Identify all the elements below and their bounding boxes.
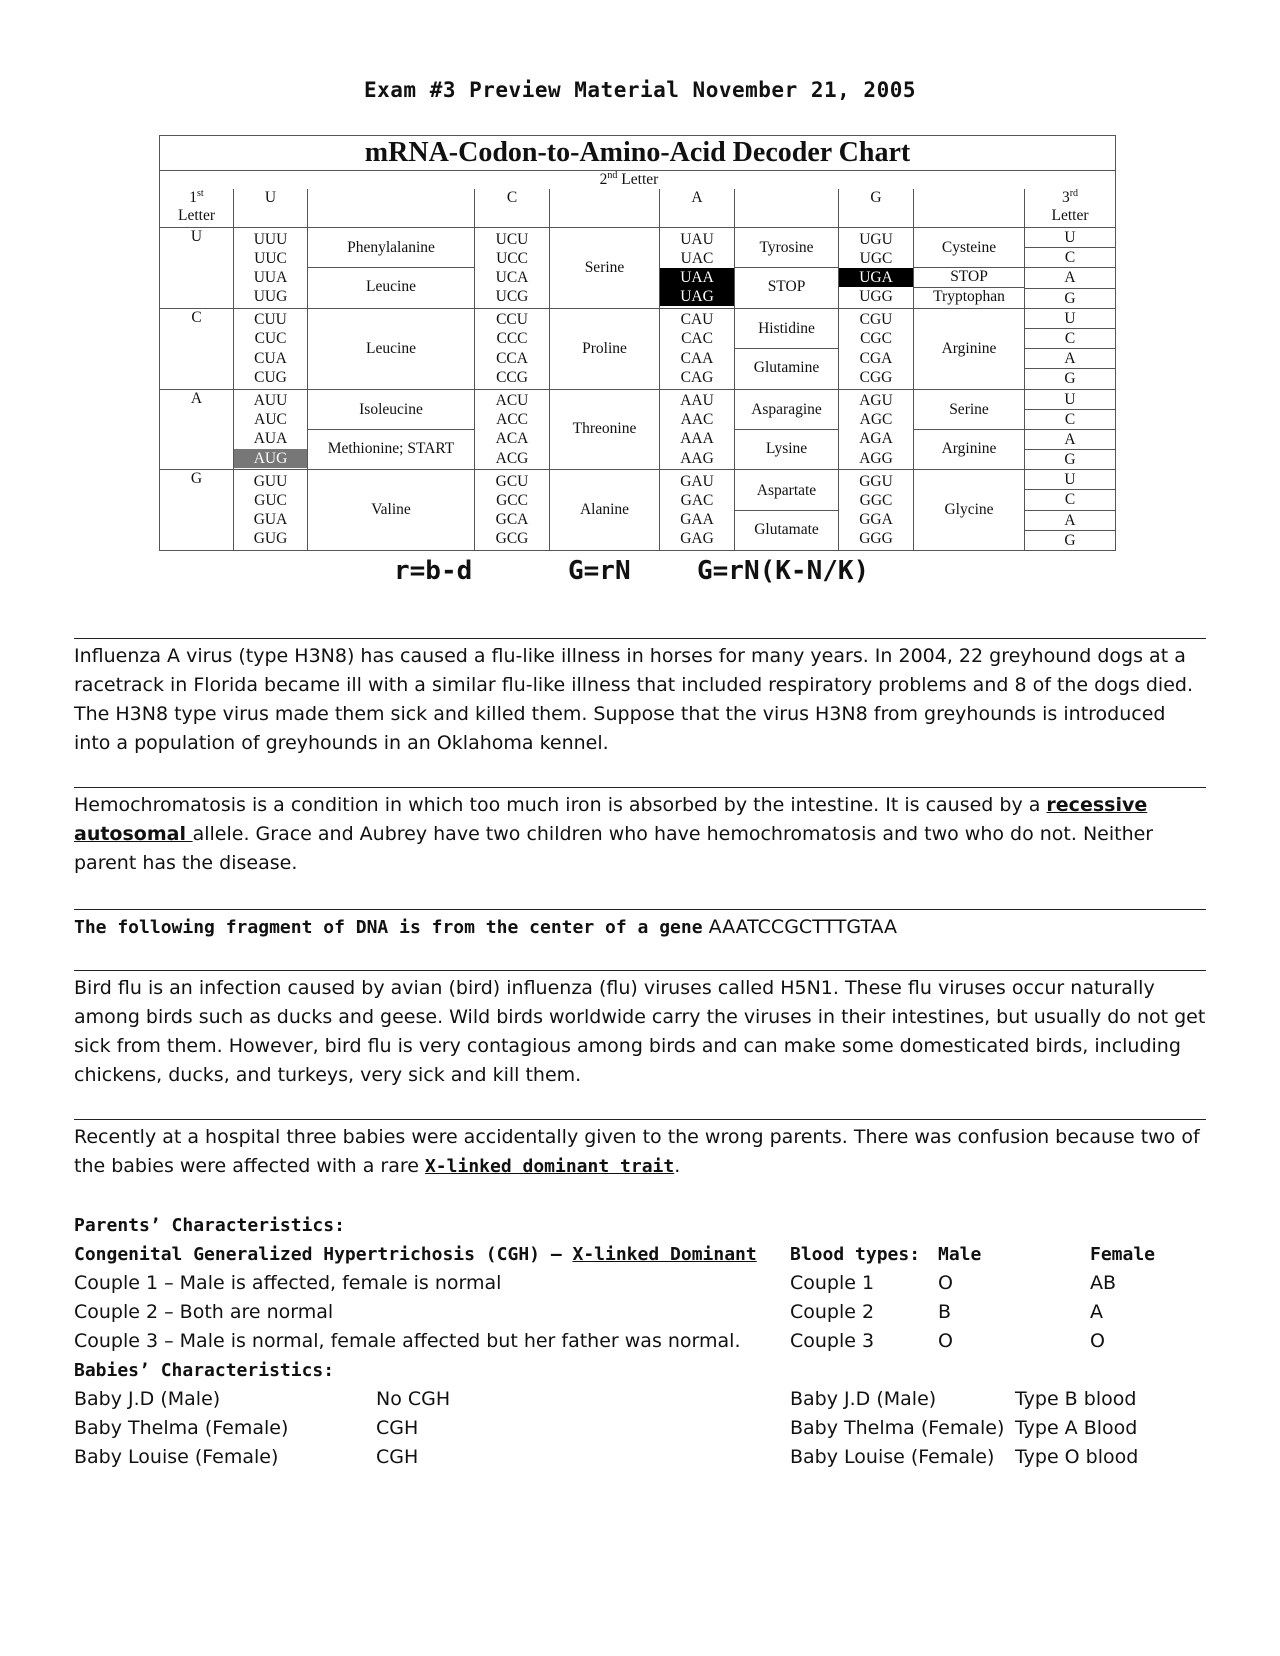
male-heading: Male bbox=[938, 1244, 982, 1265]
col-header-a: A bbox=[660, 189, 735, 228]
codon: CCU bbox=[496, 311, 528, 329]
bird-flu-section bbox=[74, 970, 1206, 1090]
amino-acid: Tyrosine bbox=[759, 239, 814, 257]
codon: UCA bbox=[495, 268, 529, 286]
third-letter: U bbox=[1025, 309, 1115, 329]
codon: ACA bbox=[495, 430, 529, 448]
first-letter-header: 1st Letter bbox=[160, 189, 234, 228]
chart-body bbox=[160, 228, 1116, 551]
amino-acid: Asparagine bbox=[751, 400, 822, 418]
chart-row-u bbox=[160, 228, 1116, 309]
babies-heading: Babies’ Characteristics: bbox=[74, 1360, 335, 1381]
codon: GGC bbox=[859, 491, 893, 509]
col-header-c: C bbox=[475, 189, 550, 228]
chart-row-a bbox=[160, 389, 1116, 470]
third-letter-cell bbox=[1025, 389, 1116, 470]
codon: UGG bbox=[859, 288, 893, 306]
chart-row-g bbox=[160, 470, 1116, 551]
amino-acid: Glycine bbox=[914, 470, 1025, 551]
codon: CCG bbox=[496, 368, 528, 386]
x-linked-term: X-linked dominant trait bbox=[424, 1156, 675, 1177]
third-letter: U bbox=[1025, 228, 1115, 248]
third-letter: C bbox=[1025, 248, 1115, 268]
col-header-g: G bbox=[839, 189, 914, 228]
amino-acid: Glutamine bbox=[735, 348, 838, 387]
col-header-u: U bbox=[234, 189, 308, 228]
codon: GGU bbox=[859, 472, 893, 490]
parents-heading: Parents’ Characteristics: bbox=[74, 1215, 345, 1236]
codon-cell bbox=[660, 228, 735, 309]
codon: AUG bbox=[234, 449, 307, 468]
amino-acid: Alanine bbox=[550, 470, 660, 551]
amino-acid: Valine bbox=[308, 470, 475, 551]
first-letter-cell: G bbox=[160, 470, 234, 551]
amino-acid: Arginine bbox=[914, 308, 1025, 389]
baby-row: Baby J.D (Male) No CGH Baby J.D (Male) Type B blood bbox=[74, 1388, 1137, 1410]
codon: UAU bbox=[680, 230, 714, 248]
third-letter: A bbox=[1025, 511, 1115, 531]
amino-acid: Methionine; START bbox=[308, 429, 474, 468]
amino-acid: STOP bbox=[735, 267, 838, 306]
cgh-heading: Congenital Generalized Hypertrichosis (CGH) – X-linked Dominant bbox=[74, 1244, 757, 1265]
codon: CGA bbox=[859, 349, 893, 367]
codon: GUU bbox=[253, 472, 288, 490]
codon: CCC bbox=[496, 330, 528, 348]
codon: ACG bbox=[495, 449, 529, 467]
third-letter: C bbox=[1025, 490, 1115, 510]
amino-acid: Threonine bbox=[550, 389, 660, 470]
amino-acid: Lysine bbox=[735, 429, 838, 468]
hemochromatosis-text: Hemochromatosis is a condition in which too much iron is absorbed by the intestine. It is caused by a recessive autosomal allele. Grace and Aubrey have two children who have hemochromatosis and two who do not. Neither parent has the disease. bbox=[74, 794, 1154, 874]
codon: UCU bbox=[495, 230, 529, 248]
third-letter: G bbox=[1064, 451, 1076, 469]
codon: GGA bbox=[859, 511, 893, 529]
babies-section bbox=[74, 1119, 1206, 1181]
third-letter: A bbox=[1025, 430, 1115, 450]
amino-acid: Cysteine bbox=[941, 239, 997, 257]
codon: AAA bbox=[680, 430, 714, 448]
codon: UUU bbox=[253, 230, 288, 248]
hemochromatosis-section bbox=[74, 787, 1206, 878]
babies-text: Recently at a hospital three babies were accidentally given to the wrong parents. There was confusion because two of the babies were affected with a rare X-linked dominant trait. bbox=[74, 1126, 1200, 1177]
codon: GCU bbox=[495, 472, 529, 490]
formula-exponential: G=rN bbox=[568, 556, 631, 586]
codon-cell bbox=[234, 470, 308, 551]
amino-acid-cell bbox=[914, 389, 1025, 470]
codon: UUA bbox=[253, 268, 288, 286]
parents-block bbox=[74, 1211, 757, 1385]
amino-acid-cell bbox=[735, 470, 839, 551]
codon: GAA bbox=[680, 511, 714, 529]
amino-acid: Histidine bbox=[758, 320, 815, 338]
codon: AGA bbox=[859, 430, 893, 448]
female-heading: Female bbox=[1090, 1244, 1156, 1265]
third-letter: G bbox=[1064, 370, 1076, 388]
third-letter-cell bbox=[1025, 308, 1116, 389]
baby-row: Baby Louise (Female) CGH Baby Louise (Female) Type O blood bbox=[74, 1446, 1139, 1468]
babies-table bbox=[74, 1385, 1174, 1472]
first-letter-cell: U bbox=[160, 228, 234, 309]
codon: CAA bbox=[680, 349, 714, 367]
codon: AGG bbox=[859, 449, 893, 467]
codon: GCC bbox=[496, 491, 528, 509]
codon: UCG bbox=[495, 288, 529, 306]
codon: CUC bbox=[254, 330, 287, 348]
codon: GGG bbox=[859, 530, 893, 548]
third-letter: C bbox=[1025, 410, 1115, 430]
codon: GUA bbox=[253, 511, 288, 529]
codon: UGA bbox=[839, 268, 913, 287]
amino-acid: Proline bbox=[550, 308, 660, 389]
first-letter-cell: C bbox=[160, 308, 234, 389]
codon: UUG bbox=[253, 288, 288, 306]
formula-net-growth: r=b-d bbox=[394, 556, 473, 586]
codon: UGU bbox=[859, 230, 893, 248]
codon-cell bbox=[839, 228, 914, 309]
dna-sequence: AAATCCGCTTTGTAA bbox=[708, 916, 898, 938]
amino-acid: Arginine bbox=[914, 429, 1024, 468]
formula-logistic: G=rN(K-N/K) bbox=[697, 556, 870, 586]
codon: UAC bbox=[680, 249, 714, 267]
codon: GAC bbox=[680, 491, 714, 509]
codon: AGU bbox=[859, 392, 893, 409]
codon-cell bbox=[475, 389, 550, 470]
amino-acid: Tryptophan bbox=[914, 287, 1024, 307]
codon: ACU bbox=[495, 392, 529, 409]
third-letter: G bbox=[1064, 531, 1076, 549]
first-letter-cell: A bbox=[160, 389, 234, 470]
codon: CGG bbox=[859, 368, 893, 386]
codon: AGC bbox=[859, 411, 893, 429]
chart-title: mRNA-Codon-to-Amino-Acid Decoder Chart bbox=[160, 136, 1116, 171]
amino-acid: Serine bbox=[550, 228, 660, 309]
amino-acid: Isoleucine bbox=[359, 400, 423, 418]
codon: UCC bbox=[496, 249, 528, 267]
codon-cell bbox=[234, 228, 308, 309]
influenza-text: Influenza A virus (type H3N8) has caused a flu-like illness in horses for many years. In 2004, 22 greyhound dogs at a racetrack in Florida became ill with a similar flu-like illness that included respiratory problems and 8 of the dogs died. The H3N8 type virus made them sick and killed them. Suppose that the virus H3N8 from greyhounds is introduced into a population of greyhounds in an Oklahoma kennel. bbox=[74, 645, 1193, 754]
codon: CUG bbox=[254, 368, 287, 386]
codon: CAC bbox=[681, 330, 713, 348]
codon: UGC bbox=[859, 249, 893, 267]
codon-cell bbox=[475, 228, 550, 309]
blood-types-heading: Blood types: bbox=[790, 1244, 921, 1265]
codon: CUU bbox=[254, 311, 287, 329]
page-title: Exam #3 Preview Material November 21, 2005 bbox=[363, 78, 916, 102]
codon-cell bbox=[660, 470, 735, 551]
recessive-term: recessive bbox=[1046, 794, 1148, 816]
third-letter: G bbox=[1064, 289, 1076, 307]
codon-cell bbox=[660, 308, 735, 389]
codon: ACC bbox=[496, 411, 528, 429]
codon: CAG bbox=[680, 368, 714, 386]
second-letter-label: 2nd Letter bbox=[234, 171, 1025, 190]
codon-cell bbox=[839, 470, 914, 551]
codon-cell bbox=[234, 389, 308, 470]
codon: GUG bbox=[253, 530, 288, 548]
amino-acid-cell bbox=[735, 389, 839, 470]
codon: CUA bbox=[254, 349, 287, 367]
codon-cell bbox=[234, 308, 308, 389]
third-letter: A bbox=[1025, 349, 1115, 369]
codon: UAG bbox=[660, 287, 734, 306]
amino-acid-cell bbox=[735, 228, 839, 309]
codon: UAA bbox=[660, 268, 734, 287]
amino-acid: STOP bbox=[914, 267, 1024, 287]
codon: CCA bbox=[496, 349, 528, 367]
codon: AUU bbox=[253, 392, 288, 409]
codon: GCG bbox=[495, 530, 529, 548]
codon: GAU bbox=[680, 472, 714, 490]
couple-3-desc: Couple 3 – Male is normal, female affected but her father was normal. bbox=[74, 1330, 741, 1352]
codon: GAG bbox=[680, 530, 714, 548]
third-letter-header: 3rd Letter bbox=[1025, 189, 1116, 228]
codon: UUC bbox=[254, 249, 287, 267]
couple-2-desc: Couple 2 – Both are normal bbox=[74, 1301, 334, 1323]
codon: CGU bbox=[859, 311, 893, 329]
amino-acid-cell bbox=[914, 228, 1025, 309]
codon: GUC bbox=[254, 491, 287, 509]
codon: AAU bbox=[680, 392, 714, 409]
amino-acid-cell bbox=[308, 228, 475, 309]
amino-acid: Glutamate bbox=[735, 510, 838, 549]
couple-1-desc: Couple 1 – Male is affected, female is normal bbox=[74, 1272, 502, 1294]
codon: CGC bbox=[860, 330, 892, 348]
codon-cell bbox=[660, 389, 735, 470]
codon-cell bbox=[475, 470, 550, 551]
amino-acid: Leucine bbox=[308, 308, 475, 389]
codon: AUC bbox=[254, 411, 287, 429]
amino-acid-cell bbox=[308, 389, 475, 470]
codon: CAU bbox=[680, 311, 714, 329]
third-letter-cell bbox=[1025, 228, 1116, 309]
codon-cell bbox=[839, 308, 914, 389]
amino-acid: Aspartate bbox=[756, 481, 817, 499]
third-letter: C bbox=[1025, 329, 1115, 349]
third-letter-cell bbox=[1025, 470, 1116, 551]
baby-row: Baby Thelma (Female) CGH Baby Thelma (Female) Type A Blood bbox=[74, 1417, 1138, 1439]
codon: AUA bbox=[253, 430, 288, 448]
codon: AAC bbox=[680, 411, 714, 429]
codon: GCA bbox=[495, 511, 529, 529]
bird-flu-text: Bird flu is an infection caused by avian (bird) influenza (flu) viruses called H5N1. These flu viruses occur naturally among birds such as ducks and geese. Wild birds worldwide carry the viruses in their intestines, but usually do not get sick from them. However, bird flu is very contagious among birds and can make some domesticated birds, including chickens, ducks, and turkeys, very sick and kill them. bbox=[74, 977, 1206, 1086]
dna-text: The following fragment of DNA is from the center of a gene AAATCCGCTTTGTAA bbox=[74, 916, 898, 938]
dna-section bbox=[74, 909, 1206, 942]
amino-acid: Serine bbox=[949, 400, 989, 418]
third-letter: U bbox=[1025, 470, 1115, 490]
amino-acid: Leucine bbox=[308, 267, 474, 306]
amino-acid-cell bbox=[735, 308, 839, 389]
codon: AAG bbox=[680, 449, 714, 467]
third-letter: U bbox=[1025, 390, 1115, 410]
chart-row-c bbox=[160, 308, 1116, 389]
codon-cell bbox=[475, 308, 550, 389]
autosomal-term: autosomal bbox=[74, 823, 193, 845]
codon-cell bbox=[839, 389, 914, 470]
influenza-section bbox=[74, 638, 1206, 758]
codon-chart bbox=[159, 135, 1115, 551]
third-letter: A bbox=[1025, 268, 1115, 288]
amino-acid: Phenylalanine bbox=[347, 239, 435, 257]
codon-table bbox=[159, 135, 1116, 551]
